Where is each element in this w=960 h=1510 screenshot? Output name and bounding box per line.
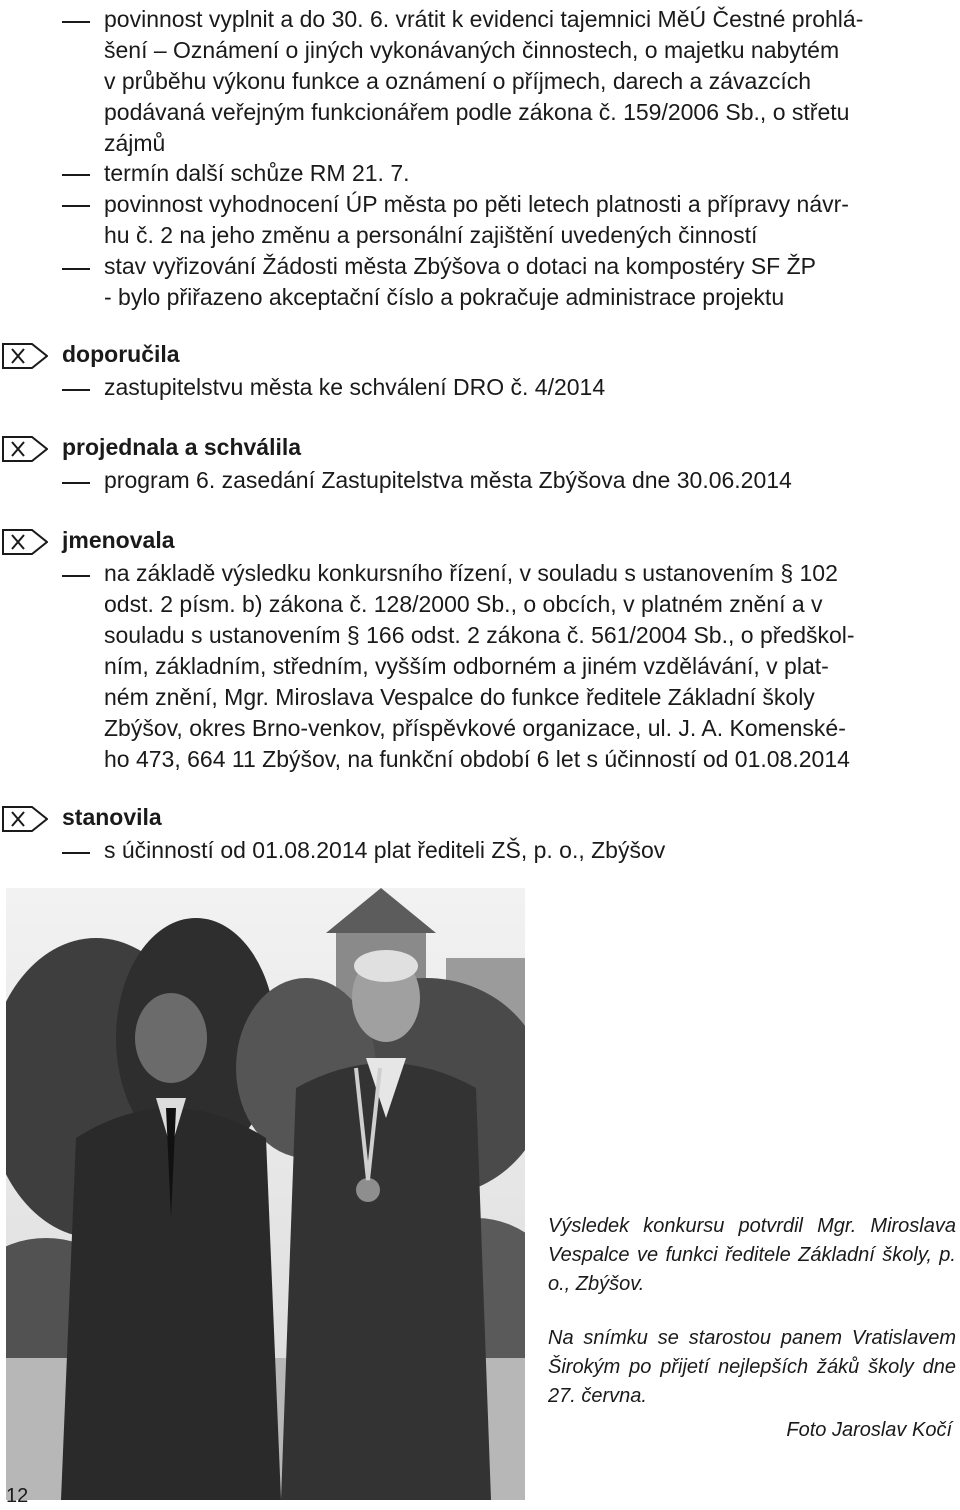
- intro-line: stav vyřizování Žádosti města Zbýšova o dotaci na kompostéry SF ŽP: [104, 253, 817, 279]
- list-dash: [62, 21, 90, 23]
- section-title: projednala a schválila: [62, 434, 302, 460]
- intro-line: hu č. 2 na jeho změnu a personální zajištění uvedených činností: [104, 222, 758, 248]
- intro-line: v průběhu výkonu funkce a oznámení o příjmech, darech a závazcích: [104, 68, 812, 94]
- list-dash: [62, 205, 90, 207]
- photo-credit: Foto Jaroslav Kočí: [786, 1419, 952, 1441]
- page-number: 12: [6, 1485, 29, 1507]
- checkbox-x-icon: [2, 343, 48, 369]
- section-line: na základě výsledku konkursního řízení, v souladu s ustanovením § 102: [104, 560, 838, 586]
- intro-line: povinnost vyplnit a do 30. 6. vrátit k evidenci tajemnici MěÚ Čestné prohlá-: [104, 6, 864, 32]
- intro-line: zájmů: [104, 130, 166, 156]
- intro-line: - bylo přiřazeno akceptační číslo a pokračuje administrace projektu: [104, 284, 785, 310]
- section-line: ném znění, Mgr. Miroslava Vespalce do funkce ředitele Základní školy: [104, 684, 815, 710]
- section-title: stanovila: [62, 804, 162, 830]
- section-line: ho 473, 664 11 Zbýšov, na funkční období 6 let s účinností od 01.08.2014: [104, 746, 850, 772]
- photo: [6, 888, 525, 1500]
- list-dash: [62, 852, 90, 854]
- list-dash: [62, 482, 90, 484]
- section-line: ním, základním, středním, vyšším odborném a jiném vzdělávání, v plat-: [104, 653, 829, 679]
- section-line: souladu s ustanovením § 166 odst. 2 zákona č. 561/2004 Sb., o předškol-: [104, 622, 855, 648]
- section-line: s účinností od 01.08.2014 plat řediteli ZŠ, p. o., Zbýšov: [104, 837, 666, 863]
- section-title: doporučila: [62, 341, 180, 367]
- list-dash: [62, 575, 90, 577]
- intro-line: šení – Oznámení o jiných vykonávaných činnostech, o majetku nabytém: [104, 37, 840, 63]
- checkbox-x-icon: [2, 806, 48, 832]
- photo-caption: Na snímku se starostou panem Vratislavem Širokým po přijetí nejlepších žáků školy dne 27. června.: [548, 1327, 956, 1407]
- photo-image: [6, 888, 525, 1500]
- section-line: zastupitelstvu města ke schválení DRO č. 4/2014: [104, 374, 606, 400]
- checkbox-x-icon: [2, 436, 48, 462]
- section-title: jmenovala: [62, 527, 175, 553]
- section-line: Zbýšov, okres Brno-venkov, příspěvkové organizace, ul. J. A. Komenské-: [104, 715, 846, 741]
- intro-line: povinnost vyhodnocení ÚP města po pěti letech platnosti a přípravy návr-: [104, 191, 849, 217]
- list-dash: [62, 389, 90, 391]
- section-line: odst. 2 písm. b) zákona č. 128/2000 Sb., o obcích, v platném znění a v: [104, 591, 823, 617]
- section-line: program 6. zasedání Zastupitelstva města Zbýšova dne 30.06.2014: [104, 467, 792, 493]
- list-dash: [62, 268, 90, 270]
- photo-caption: Výsledek konkursu potvrdil Mgr. Miroslava Vespalce ve funkci ředitele Základní školy, p. o., Zbýšov.: [548, 1215, 956, 1295]
- list-dash: [62, 174, 90, 176]
- intro-line: termín další schůze RM 21. 7.: [104, 160, 410, 186]
- checkbox-x-icon: [2, 529, 48, 555]
- intro-line: podávaná veřejným funkcionářem podle zákona č. 159/2006 Sb., o střetu: [104, 99, 850, 125]
